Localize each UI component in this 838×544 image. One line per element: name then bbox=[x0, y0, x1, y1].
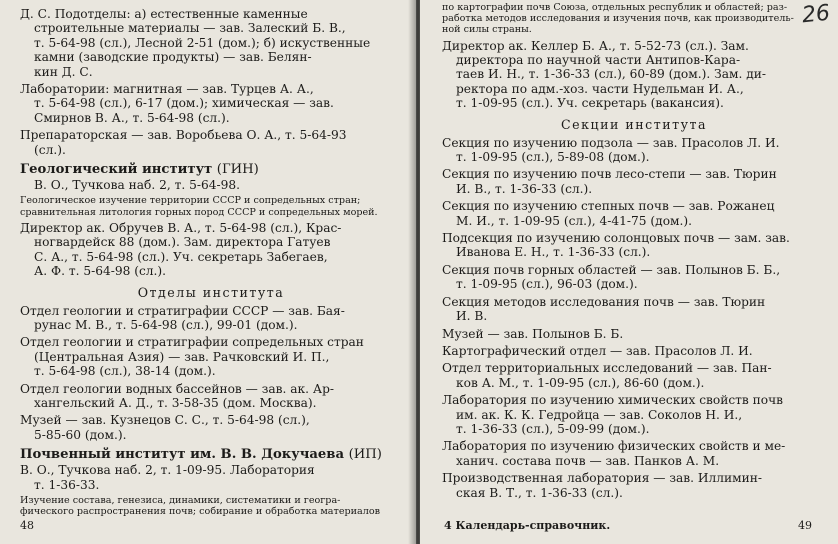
text-line: работка методов исследования и изучения почв, как производитель- bbox=[442, 13, 794, 25]
soil-institute-name: Почвенный институт им. В. В. Докучаева bbox=[20, 447, 345, 463]
text-line: т. 1-09-95 (сл.), 96-03 (дом.). bbox=[456, 277, 638, 292]
text-line: Отдел геологии и стратиграфии СССР — зав. Бая- bbox=[20, 303, 345, 318]
section-entry bbox=[442, 263, 826, 292]
soil-institute-title bbox=[20, 447, 402, 462]
section-entry bbox=[442, 471, 826, 500]
section-entry bbox=[442, 393, 826, 436]
text-line: сравнительная литология горных пород СССР и сопредельных морей. bbox=[20, 206, 378, 218]
text-line: ханич. состава почв — зав. Панков А. М. bbox=[456, 453, 720, 468]
text-line: (сл.). bbox=[34, 142, 66, 157]
section-entry bbox=[442, 199, 826, 228]
text-line: Картографический отдел — зав. Прасолов Л. И. bbox=[442, 343, 753, 358]
text-line: т. 1-36-33. bbox=[34, 477, 100, 492]
text-line: т. 5-64-98 (сл.), Лесной 2-51 (дом.); б) искуственные bbox=[34, 35, 371, 50]
text-line: Музей — зав. Полынов Б. Б. bbox=[442, 326, 624, 341]
left-page-number: 48 bbox=[20, 519, 34, 532]
section-entry bbox=[442, 344, 826, 358]
text-line: кин Д. С. bbox=[34, 64, 93, 79]
soil-institute-director bbox=[442, 39, 826, 111]
text-line: ков А. М., т. 1-09-95 (сл.), 86-60 (дом.). bbox=[456, 375, 705, 390]
soil-institute-abbr: (ИП) bbox=[348, 447, 382, 463]
sections-heading: Секции института bbox=[561, 116, 707, 132]
text-line: фического распространения почв; собирание и обработка материалов bbox=[20, 506, 381, 518]
text-line: Изучение состава, генезиса, динамики, систематики и геогра- bbox=[20, 494, 341, 506]
text-line: Препараторская — зав. Воробьева О. А., т. 5-64-93 bbox=[20, 128, 347, 143]
subdivisions-paragraph bbox=[20, 7, 402, 79]
geological-institute-title bbox=[20, 162, 402, 177]
text-line: Смирнов В. А., т. 5-64-98 (сл.). bbox=[34, 110, 230, 125]
text-line: хангельский А. Д., т. 3-58-35 (дом. Москва). bbox=[34, 395, 317, 410]
text-line: В. О., Тучкова наб. 2, т. 1-09-95. Лаборатория bbox=[20, 463, 315, 478]
text-line: Лаборатория по изучению химических свойств почв bbox=[442, 393, 784, 408]
text-line: Директор ак. Обручев В. А., т. 5-64-98 (сл.), Крас- bbox=[20, 220, 342, 235]
text-line: Геологическое изучение территории СССР и сопредельных стран; bbox=[20, 195, 361, 207]
printer-signature: 4 Календарь-справочник. bbox=[444, 519, 611, 532]
text-line: 5-85-60 (дом.). bbox=[34, 427, 127, 442]
text-line: Отдел геологии и стратиграфии сопредельных стран bbox=[20, 335, 364, 350]
text-line: ская В. Т., т. 1-36-33 (сл.). bbox=[456, 485, 623, 500]
text-line: И. В. bbox=[456, 309, 488, 324]
handwritten-page-mark: 26 bbox=[800, 0, 832, 29]
department-ussr-geology bbox=[20, 304, 402, 333]
text-line: И. В., т. 1-36-33 (сл.). bbox=[456, 181, 593, 196]
text-line: С. А., т. 5-64-98 (сл.). Уч. секретарь Забегаев, bbox=[34, 249, 328, 264]
text-line: Лаборатория по изучению физических свойств и ме- bbox=[442, 439, 786, 454]
text-line: Производственная лаборатория — зав. Иллимин- bbox=[442, 471, 762, 486]
text-line: (Центральная Азия) — зав. Рачковский И. П., bbox=[34, 349, 330, 364]
geological-institute-director bbox=[20, 221, 402, 279]
museum-paragraph bbox=[20, 413, 402, 442]
soil-institute-description-continued bbox=[442, 2, 826, 36]
section-entry bbox=[442, 167, 826, 196]
sections-list bbox=[442, 136, 826, 500]
text-line: ной силы страны. bbox=[442, 24, 532, 36]
section-entry bbox=[442, 295, 826, 324]
text-line: таев И. Н., т. 1-36-33 (сл.), 60-89 (дом.). Зам. ди- bbox=[456, 67, 766, 82]
soil-institute-description bbox=[20, 495, 402, 517]
text-line: по картографии почв Союза, отдельных республик и областей; раз- bbox=[442, 2, 788, 13]
text-line: директора по научной части Антипов-Кара- bbox=[456, 53, 741, 68]
section-entry bbox=[442, 327, 826, 341]
preparation-room-paragraph bbox=[20, 128, 402, 157]
text-line: Лаборатории: магнитная — зав. Турцев А. А., bbox=[20, 82, 314, 97]
text-line: им. ак. К. К. Гедройца — зав. Соколов Н. И., bbox=[456, 407, 743, 422]
text-line: Секция по изучению почв лесо-степи — зав. Тюрин bbox=[442, 167, 777, 182]
geological-institute-description bbox=[20, 195, 402, 217]
text-line: А. Ф. т. 5-64-98 (сл.). bbox=[34, 264, 167, 279]
text-line: М. И., т. 1-09-95 (сл.), 4-41-75 (дом.). bbox=[456, 213, 693, 228]
departments-heading: Отделы института bbox=[137, 284, 285, 300]
text-line: т. 1-36-33 (сл.), 5-09-99 (дом.). bbox=[456, 421, 650, 436]
text-line: т. 5-64-98 (сл.), 38-14 (дом.). bbox=[34, 364, 216, 379]
text-line: Директор ак. Келлер Б. А., т. 5-52-73 (сл.). Зам. bbox=[442, 38, 749, 53]
text-line: Подсекция по изучению солонцовых почв — зам. зав. bbox=[442, 231, 790, 246]
text-line: Отдел территориальных исследований — зав. Пан- bbox=[442, 361, 772, 376]
text-line: Секция методов исследования почв — зав. Тюрин bbox=[442, 294, 766, 309]
text-line: т. 1-09-95 (сл.), 5-89-08 (дом.). bbox=[456, 150, 650, 165]
text-line: строительные материалы — зав. Залеский Б. В., bbox=[34, 21, 346, 36]
text-line: ногвардейск 88 (дом.). Зам. директора Гатуев bbox=[34, 235, 331, 250]
soil-institute-address bbox=[20, 463, 402, 492]
section-entry bbox=[442, 361, 826, 390]
text-line: рунас М. В., т. 5-64-98 (сл.), 99-01 (дом.). bbox=[34, 317, 298, 332]
department-water-basins bbox=[20, 382, 402, 411]
section-entry bbox=[442, 439, 826, 468]
right-page-number: 49 bbox=[798, 519, 812, 532]
department-adjacent-countries bbox=[20, 335, 402, 378]
laboratories-paragraph bbox=[20, 82, 402, 125]
text-line: Секция по изучению степных почв — зав. Рожанец bbox=[442, 199, 775, 214]
text-line: Д. С. Подотделы: а) естественные каменные bbox=[20, 7, 308, 21]
text-line: т. 1-09-95 (сл.). Уч. секретарь (вакансия). bbox=[456, 96, 724, 111]
text-line: камни (заводские продукты) — зав. Белян- bbox=[34, 50, 312, 65]
geological-institute-name: Геологический институт bbox=[20, 162, 213, 178]
geological-institute-abbr: (ГИН) bbox=[216, 162, 259, 178]
text-line: т. 5-64-98 (сл.), 6-17 (дом.); химическая — зав. bbox=[34, 96, 334, 111]
geological-institute-address: В. О., Тучкова наб. 2, т. 5-64-98. bbox=[34, 178, 240, 193]
text-line: Отдел геологии водных бассейнов — зав. ак. Ар- bbox=[20, 381, 335, 396]
right-page bbox=[420, 0, 838, 544]
text-line: Музей — зав. Кузнецов С. С., т. 5-64-98 (сл.), bbox=[20, 413, 310, 428]
text-line: Секция почв горных областей — зав. Полынов Б. Б., bbox=[442, 262, 781, 277]
section-entry bbox=[442, 231, 826, 260]
text-line: Секция по изучению подзола — зав. Прасолов Л. И. bbox=[442, 135, 780, 150]
text-line: Иванова Е. Н., т. 1-36-33 (сл.). bbox=[456, 245, 651, 260]
text-line: ректора по адм.-хоз. части Нудельман И. А., bbox=[456, 81, 744, 96]
section-entry bbox=[442, 136, 826, 165]
left-page bbox=[0, 0, 416, 544]
